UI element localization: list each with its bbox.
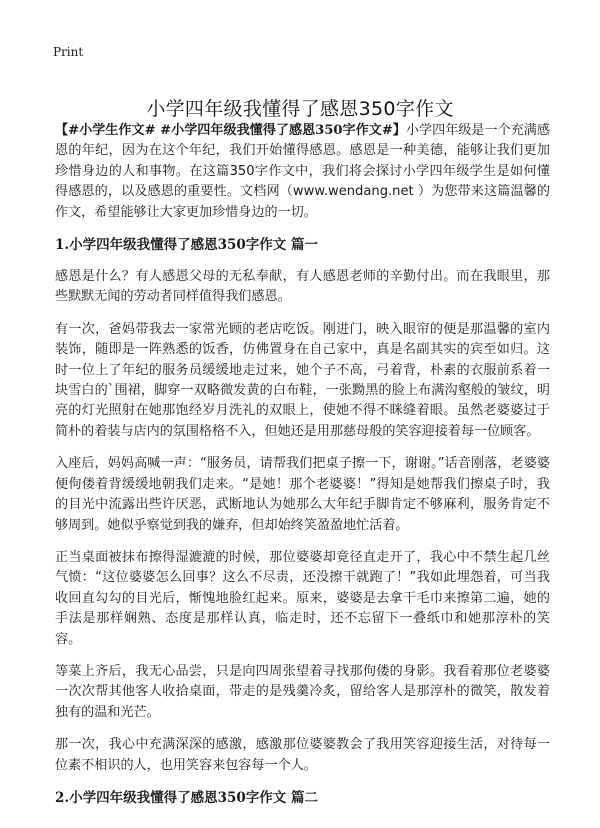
article-body bbox=[55, 121, 550, 820]
section-heading: 1.小学四年级我懂得了感恩350字作文 篇一 bbox=[55, 237, 318, 254]
print-link[interactable]: Print bbox=[53, 45, 84, 59]
section-heading: 2.小学四年级我懂得了感恩350字作文 篇二 bbox=[55, 789, 318, 806]
intro-paragraph bbox=[55, 121, 550, 223]
paragraph: 正当桌面被抹布擦得湿漉漉的时候，那位婆婆却竟径直走开了，我心中不禁生起几丝气愤：“这位婆婆怎么回事？这么不尽责，还没擦干就跑了！”我如此埋怨着，可当我收回直勾勾的目光后，惭愧地脸红起来。原来，婆婆是去拿干毛巾来擦第二遍，她的手法是那样娴熟、态度是那样认真，临走时，还不忘留下一叠纸巾和她那淳朴的笑容。 bbox=[55, 549, 550, 647]
page-title: 小学四年级我懂得了感恩350字作文 bbox=[146, 97, 454, 120]
paragraph: 有一次，爸妈带我去一家常光顾的老店吃饭。刚进门，映入眼帘的便是那温馨的室内装饰，随即是一阵熟悉的饭香，仿佛置身在自己家中，真是名副其实的宾至如归。这时一位上了年纪的服务员缓缓地走过来，她个子不高，弓着背，朴素的衣服前系着一块雪白的`围裙，脚穿一双略微发黄的白布鞋，一张黝黑的脸上布满沟壑般的皱纹，明亮的灯光照射在她那饱经岁月洗礼的双眼上，使她不得不眯缝着眼。虽然老婆婆过于简朴的着装与店内的氛围格格不入，但她还是用那慈母般的笑容迎接着每一位顾客。 bbox=[55, 321, 550, 439]
paragraph: 感恩是什么？有人感恩父母的无私奉献，有人感恩老师的辛勤付出。而在我眼里，那些默默无闻的劳动者同样值得我们感恩。 bbox=[55, 269, 550, 305]
paragraph: 入座后，妈妈高喊一声：“服务员，请帮我们把桌子擦一下，谢谢。”话音刚落，老婆婆便佝偻着背缓缓地朝我们走来。“是她！那个老婆婆！”得知是她帮我们擦桌子时，我的目光中流露出些许厌恶，武断地认为她那么大年纪手脚肯定不够麻利，服务肯定不够周到。她似乎察觉到我的嫌弃，但却始终笑盈盈地忙活着。 bbox=[55, 456, 550, 533]
intro-tag: 【#小学生作文# #小学四年级我懂得了感恩350字作文#】 bbox=[55, 123, 406, 138]
paragraph: 那一次，我心中充满深深的感激，感激那位婆婆教会了我用笑容迎接生活，对待每一位素不相识的人，也用笑容来包容每一个人。 bbox=[55, 737, 550, 773]
paragraph: 等菜上齐后，我无心品尝，只是向四周张望着寻找那佝偻的身影。我看着那位老婆婆一次次帮其他客人收拾桌面，带走的是残羹冷炙，留给客人是那淳朴的微笑，散发着独有的温和光芒。 bbox=[55, 663, 550, 720]
intro-text: 小学四年级是一个充满感恩的年纪，因为在这个年纪，我们开始懂得感恩。感恩是一种美德，能够让我们更加珍惜身边的人和事物。在这篇350字作文中，我们将会探讨小学四年级学生是如何懂得感恩的，以及感恩的重要性。文档网（www.wendang.net ）为您带来这篇温馨的作文，希望能够让大家更加珍惜身边的一切。 bbox=[55, 123, 550, 220]
